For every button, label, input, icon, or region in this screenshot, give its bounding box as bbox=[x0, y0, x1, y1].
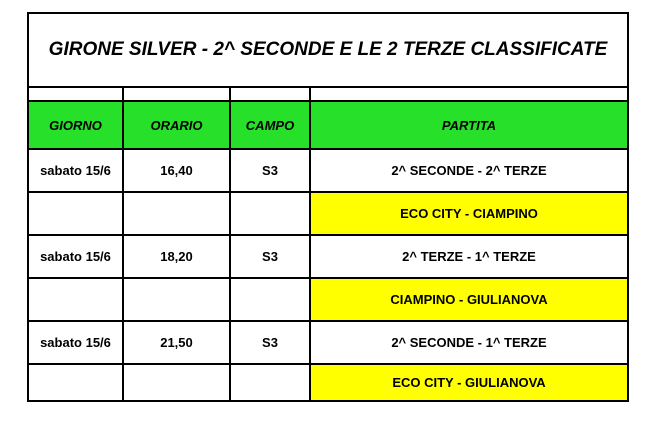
cell-giorno bbox=[29, 193, 124, 234]
cell-orario: 16,40 bbox=[124, 150, 231, 191]
column-header-campo: CAMPO bbox=[231, 102, 311, 148]
column-header-orario: ORARIO bbox=[124, 102, 231, 148]
table-row bbox=[29, 320, 627, 363]
cell-partita-match: ECO CITY - CIAMPINO bbox=[311, 193, 627, 234]
table-row bbox=[29, 363, 627, 400]
cell-campo bbox=[231, 193, 311, 234]
table-row bbox=[29, 191, 627, 234]
cell-orario bbox=[124, 279, 231, 320]
table-row bbox=[29, 277, 627, 320]
cell-partita: 2^ SECONDE - 1^ TERZE bbox=[391, 335, 547, 350]
cell-partita-match: ECO CITY - GIULIANOVA bbox=[311, 365, 627, 400]
header-row bbox=[29, 100, 627, 148]
spacer-cell bbox=[124, 88, 231, 100]
cell-orario: 21,50 bbox=[124, 322, 231, 363]
cell-campo: S3 bbox=[231, 236, 311, 277]
cell-campo bbox=[231, 279, 311, 320]
cell-orario: 18,20 bbox=[124, 236, 231, 277]
cell-giorno: sabato 15/6 bbox=[29, 322, 124, 363]
spacer-row bbox=[29, 86, 627, 100]
cell-campo bbox=[231, 365, 311, 400]
cell-partita: 2^ TERZE - 1^ TERZE bbox=[402, 249, 536, 264]
spacer-cell bbox=[231, 88, 311, 100]
table-title: GIRONE SILVER - 2^ SECONDE E LE 2 TERZE CLASSIFICATE bbox=[48, 39, 608, 60]
cell-giorno: sabato 15/6 bbox=[29, 236, 124, 277]
table-row bbox=[29, 234, 627, 277]
column-header-giorno: GIORNO bbox=[29, 102, 124, 148]
cell-giorno bbox=[29, 279, 124, 320]
table-row bbox=[29, 148, 627, 191]
cell-campo: S3 bbox=[231, 150, 311, 191]
column-header-partita: PARTITA bbox=[311, 102, 627, 148]
cell-partita: 2^ SECONDE - 2^ TERZE bbox=[391, 163, 547, 178]
cell-campo: S3 bbox=[231, 322, 311, 363]
cell-partita-match: CIAMPINO - GIULIANOVA bbox=[311, 279, 627, 320]
cell-orario bbox=[124, 193, 231, 234]
schedule-table bbox=[27, 12, 629, 402]
cell-giorno bbox=[29, 365, 124, 400]
spacer-cell bbox=[311, 88, 627, 100]
spacer-cell bbox=[29, 88, 124, 100]
cell-orario bbox=[124, 365, 231, 400]
cell-giorno: sabato 15/6 bbox=[29, 150, 124, 191]
